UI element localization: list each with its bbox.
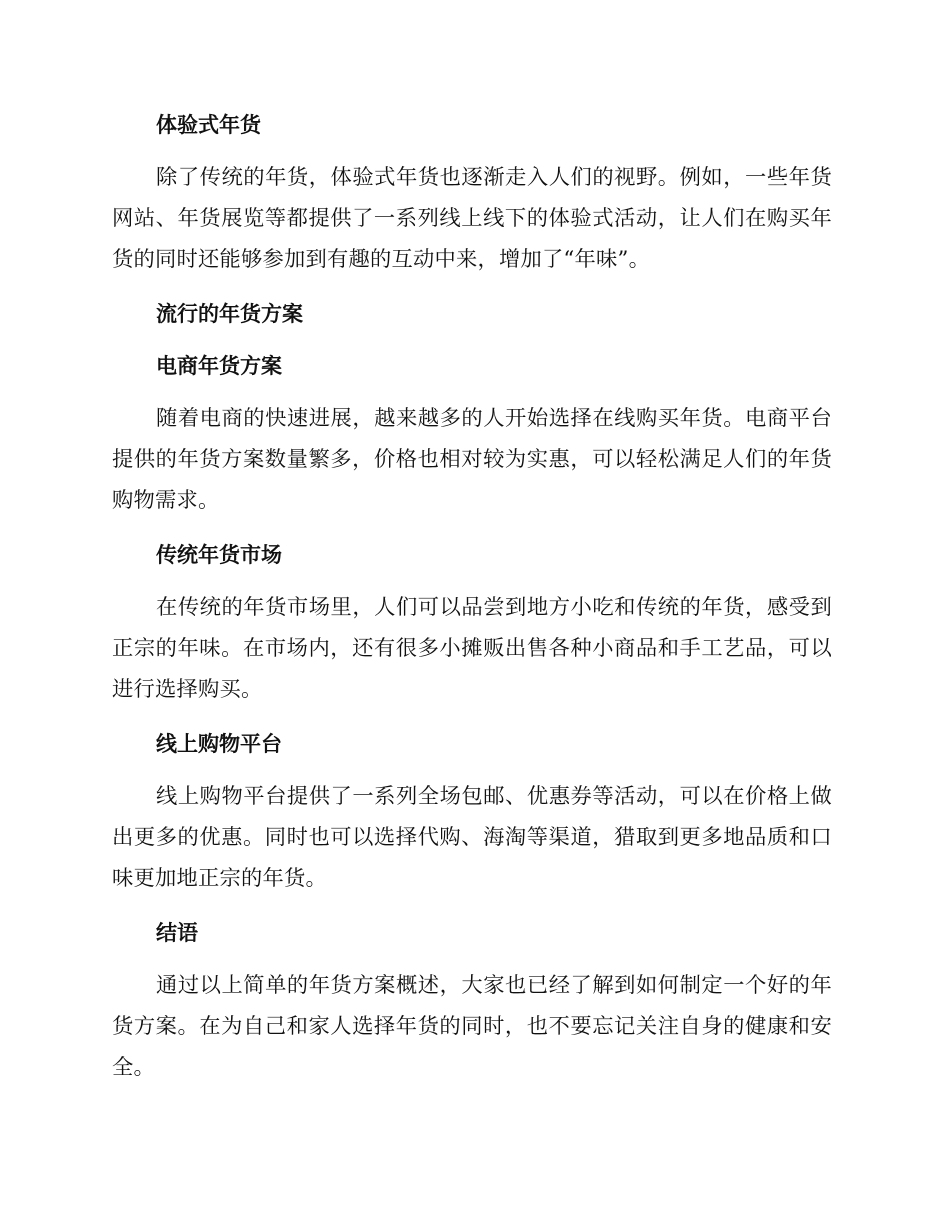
section-heading-online-platform: 线上购物平台 — [156, 732, 282, 756]
document-content — [112, 105, 832, 1088]
paragraph-ecommerce: 随着电商的快速进展，越来越多的人开始选择在线购买年货。电商平台提供的年货方案数量繁多，价格也相对较为实惠，可以轻松满足人们的年货购物需求。 — [112, 406, 832, 513]
section-heading-experiential: 体验式年货 — [156, 113, 261, 137]
paragraph-experiential: 除了传统的年货，体验式年货也逐渐走入人们的视野。例如，一些年货网站、年货展览等都提供了一系列线上线下的体验式活动，让人们在购买年货的同时还能够参加到有趣的互动中来，增加了“年味”。 — [112, 165, 832, 272]
paragraph-traditional-market: 在传统的年货市场里，人们可以品尝到地方小吃和传统的年货，感受到正宗的年味。在市场内，还有很多小摊贩出售各种小商品和手工艺品，可以进行选择购买。 — [112, 595, 832, 702]
section-heading-popular-plans: 流行的年货方案 — [156, 302, 303, 326]
section-heading-traditional-market: 传统年货市场 — [156, 543, 282, 567]
paragraph-online-platform: 线上购物平台提供了一系列全场包邮、优惠券等活动，可以在价格上做出更多的优惠。同时也可以选择代购、海淘等渠道，猎取到更多地品质和口味更加地正宗的年货。 — [112, 784, 832, 891]
paragraph-conclusion: 通过以上简单的年货方案概述，大家也已经了解到如何制定一个好的年货方案。在为自己和家人选择年货的同时，也不要忘记关注自身的健康和安全。 — [112, 973, 832, 1080]
section-heading-ecommerce: 电商年货方案 — [156, 354, 282, 378]
section-heading-conclusion: 结语 — [156, 921, 198, 945]
